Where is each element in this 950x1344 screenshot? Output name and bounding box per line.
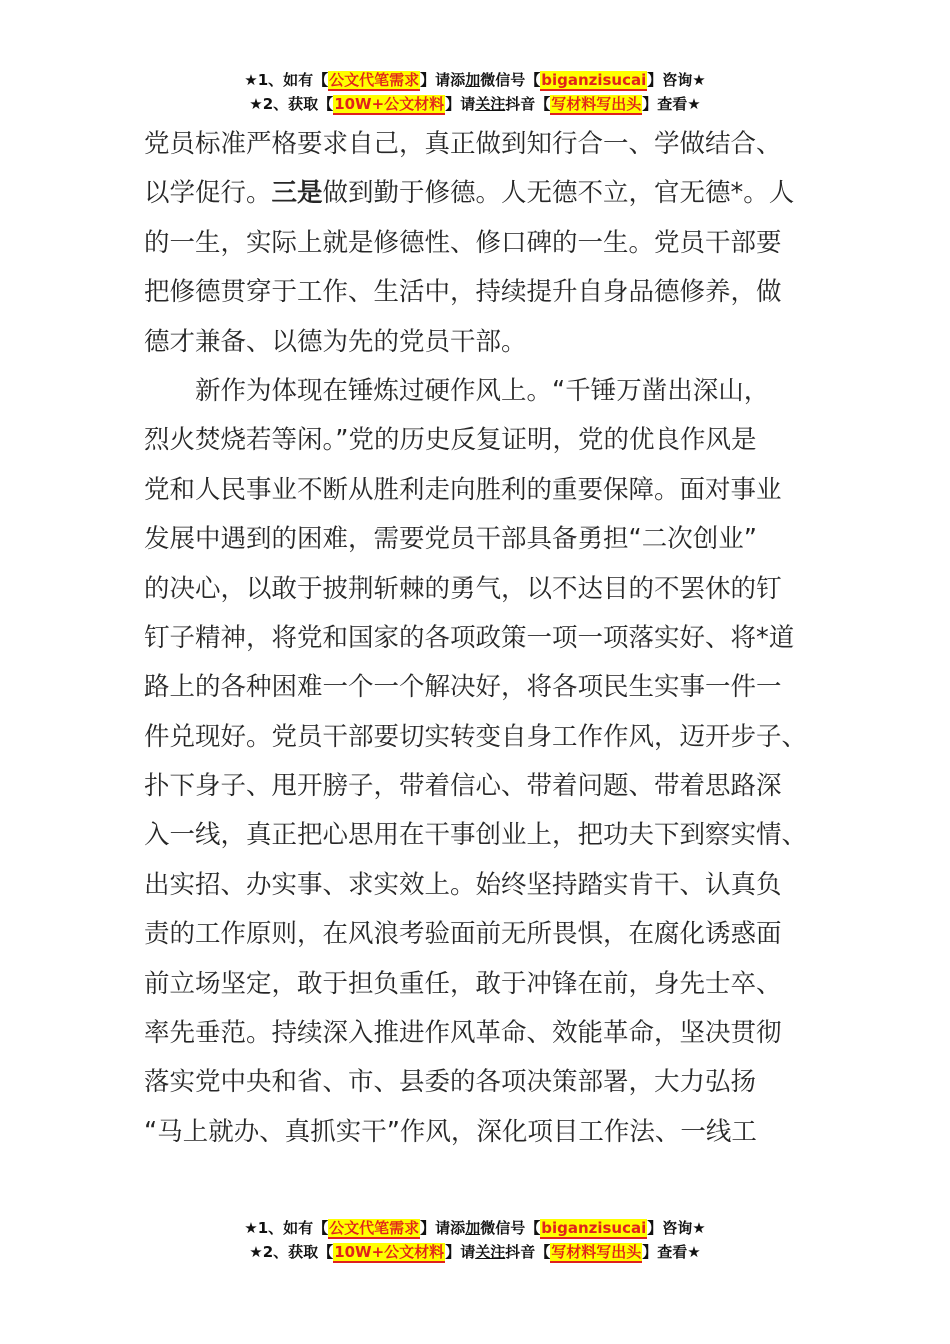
- body-line: 以学促行。三是做到勤于修德。人无德不立，官无德*。人: [144, 178, 795, 209]
- body-line: 的一生，实际上就是修德性、修口碑的一生。党员干部要: [144, 227, 782, 258]
- emphasis-three: 三是: [271, 178, 323, 209]
- banner-line-2: ★2、获取【10W+公文材料】请关注抖音【写材料写出头】查看★: [249, 95, 701, 113]
- highlight-materials: 10W+公文材料: [334, 1243, 445, 1261]
- body-line: 党员标准严格要求自己，真正做到知行合一、学做结合、: [144, 129, 782, 159]
- body-line: 件兑现好。党员干部要切实转变自身工作作风，迈开步子、: [144, 721, 808, 752]
- highlight-wechat-id: biganzisucai: [541, 1219, 647, 1237]
- body-line: 扑下身子、甩开膀子，带着信心、带着问题、带着思路深: [144, 771, 782, 802]
- document-body: [144, 120, 808, 1157]
- body-line: 烈火焚烧若等闲。”党的历史反复证明，党的优良作风是: [144, 425, 757, 456]
- highlight-ghostwriting: 公文代笔需求: [329, 71, 420, 89]
- header-banner: [0, 68, 950, 116]
- body-line: 把修德贯穿于工作、生活中，持续提升自身品德修养，做: [144, 277, 782, 308]
- body-line: 率先垂范。持续深入推进作风革命、效能革命，坚决贯彻: [144, 1018, 782, 1049]
- body-line: 的决心，以敢于披荆斩棘的勇气，以不达目的不罢休的钉: [144, 573, 782, 604]
- banner-line-1: ★1、如有【公文代笔需求】请添加微信号【biganzisucai】咨询★: [244, 1219, 706, 1237]
- body-line: “马上就办、真抓实干”作风，深化项目工作法、一线工: [144, 1116, 757, 1147]
- highlight-douyin-account: 写材料写出头: [551, 1243, 642, 1261]
- body-line: 发展中遇到的困难，需要党员干部具备勇担“二次创业”: [144, 524, 757, 555]
- highlight-wechat-id: biganzisucai: [541, 71, 647, 89]
- footer-banner: [0, 1216, 950, 1264]
- highlight-douyin-account: 写材料写出头: [551, 95, 642, 113]
- body-line: 党和人民事业不断从胜利走向胜利的重要保障。面对事业: [144, 474, 782, 505]
- body-line: 出实招、办实事、求实效上。始终坚持踏实肯干、认真负: [144, 869, 782, 900]
- body-line: 德才兼备、以德为先的党员干部。: [144, 326, 527, 357]
- body-line: 入一线，真正把心思用在干事创业上，把功夫下到察实情、: [144, 820, 808, 851]
- body-line: 前立场坚定，敢于担负重任，敢于冲锋在前，身先士卒、: [144, 968, 782, 999]
- banner-line-1: ★1、如有【公文代笔需求】请添加微信号【biganzisucai】咨询★: [244, 71, 706, 89]
- banner-line-2: ★2、获取【10W+公文材料】请关注抖音【写材料写出头】查看★: [249, 1243, 701, 1261]
- body-line: 路上的各种困难一个一个解决好，将各项民生实事一件一: [144, 672, 782, 703]
- body-line: 钉子精神，将党和国家的各项政策一项一项落实好、将*道: [144, 622, 795, 653]
- highlight-ghostwriting: 公文代笔需求: [329, 1219, 420, 1237]
- body-line: 责的工作原则，在风浪考验面前无所畏惧，在腐化诱惑面: [144, 919, 782, 950]
- paragraph-start: 新作为体现在锤炼过硬作风上。“千锤万凿出深山，: [195, 375, 770, 406]
- body-line: 落实党中央和省、市、县委的各项决策部署，大力弘扬: [144, 1067, 757, 1098]
- highlight-materials: 10W+公文材料: [334, 95, 445, 113]
